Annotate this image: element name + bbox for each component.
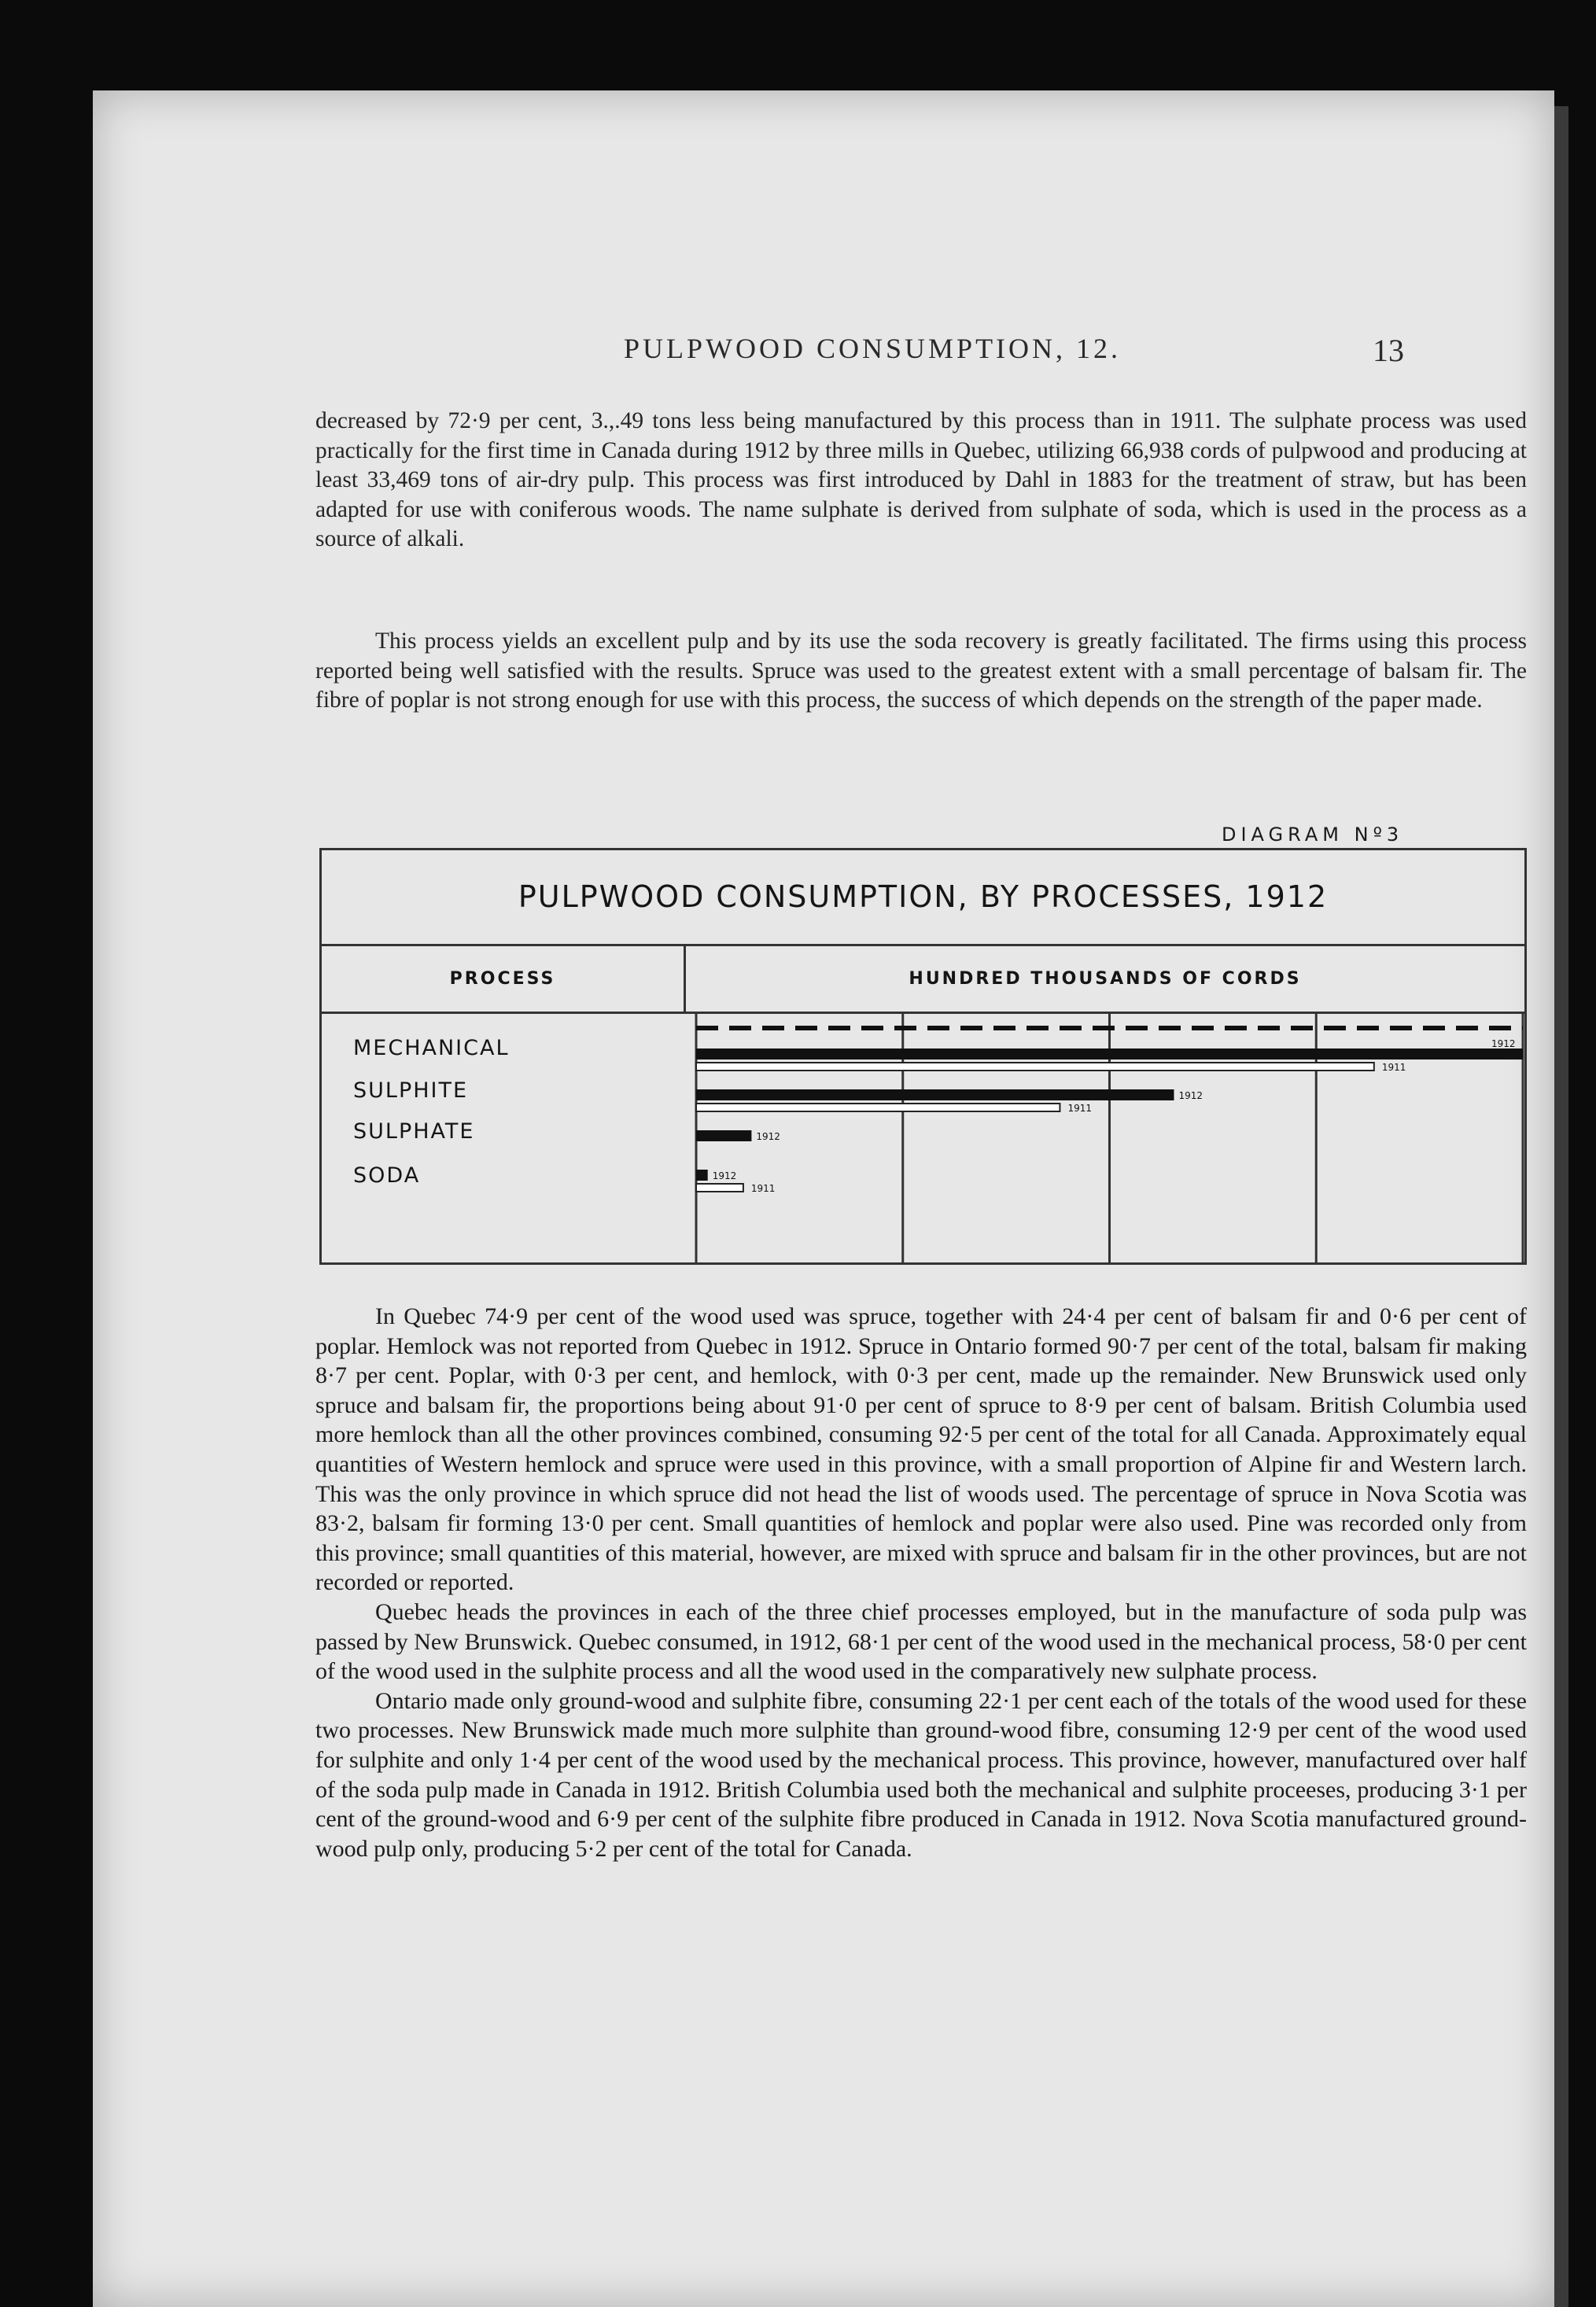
bar-label-1912-mechanical: 1912 (1491, 1038, 1516, 1049)
bar-label-1912-soda: 1912 (712, 1170, 737, 1181)
paragraph-text: decreased by 72·9 per cent, 3.,.49 tons less being manufactured by this process than in 1911. The sulphate process was used practically for the first time in Canada during 1912 by three mills in Quebec, utilizing 66,938 cords of pulpwood and producing at least 33,469 tons of air-dry pulp. This process was first introduced by Dahl in 1883 for the treatment of straw, but has been adapted for use with coniferous woods. The name sulphate is derived from sulphate of soda, which is used in the process as a source of alkali. (315, 408, 1527, 551)
category-label-mechanical: MECHANICAL (353, 1036, 510, 1060)
bar-label-1911-mechanical: 1911 (1381, 1062, 1406, 1073)
category-label-soda: SODA (353, 1163, 421, 1188)
paragraph-species: In Quebec 74·9 per cent of the wood used was spruce, together with 24·4 per cent of balsam fir and 0·6 per cent of poplar. Hemlock was not reported from Quebec in 1912. Spruce in Ontario formed 90·7 per cent of the total, balsam fir making 8·7 per cent. Poplar, with 0·3 per cent, and hemlock, with 0·3 per cent, made up the remainder. New Brunswick used only spruce and balsam fir, the proportions being about 91·0 per cent of spruce to 8·9 per cent of balsam. British Columbia used more hemlock than all the other provinces combined, consuming 92·5 per cent of the total for all Canada. Approximately equal quantities of Western hemlock and spruce were used in this province, with a small proportion of Alpine fir and Western larch. This was the only province in which spruce did not head the list of woods used. The percentage of spruce in Nova Scotia was 83·2, balsam fir forming 13·0 per cent. Small quantities of hemlock and poplar were also used. Pine was recorded only from this province; small quantities of this material, however, are mixed with spruce and balsam fir in the other provinces, but are not recorded or reported. (315, 1303, 1527, 1596)
chart-title: PULPWOOD CONSUMPTION, BY PROCESSES, 1912 (322, 850, 1524, 946)
bar-1911-sulphite (696, 1104, 1060, 1111)
bar-chart-svg (684, 1014, 1524, 1262)
bar-label-1912-sulphate: 1912 (756, 1131, 780, 1142)
bar-label-1912-sulphite: 1912 (1178, 1090, 1203, 1101)
bar-1912-mechanical (696, 1048, 1523, 1060)
bar-1911-soda (696, 1184, 743, 1192)
pulpwood-chart (319, 848, 1527, 1265)
page-number: 13 (1373, 333, 1404, 368)
x-axis-header: HUNDRED THOUSANDS OF CORDS (684, 946, 1524, 1012)
paragraph-ontario: Ontario made only ground-wood and sulphite fibre, consuming 22·1 per cent each of the totals of the wood used for these two processes. New Brunswick made much more sulphite than ground-wood fibre, consuming 12·9 per cent of the wood used for sulphite and only 1·4 per cent of the wood used by the mechanical process. This province, however, manufactured over half of the soda pulp made in Canada in 1912. British Columbia used both the mechanical and sulphite proceeses, producing 3·1 per cent of the ground-wood and 6·9 per cent of the sulphite fibre produced in Canada in 1912. Nova Scotia manufactured ground-wood pulp only, producing 5·2 per cent of the total for Canada. (315, 1687, 1527, 1862)
bar-1911-mechanical (696, 1063, 1374, 1071)
paragraph-yield (315, 627, 1527, 716)
bar-1912-soda (696, 1170, 708, 1181)
diagram-label: DIAGRAM Nº3 (1222, 824, 1404, 846)
process-column-header: PROCESS (449, 969, 556, 989)
document-page (93, 90, 1554, 2307)
paragraph-sulphate (315, 407, 1527, 555)
plot-area (322, 1014, 1524, 1262)
bar-1912-sulphate (696, 1130, 751, 1141)
body-text (315, 1302, 1527, 1863)
chart-header-row (322, 946, 1524, 1014)
bar-1912-sulphite (696, 1089, 1174, 1100)
category-label-sulphate: SULPHATE (353, 1119, 475, 1144)
paragraph-text: This process yields an excellent pulp and by its use the soda recovery is greatly facilitated. The firms using this process reported being well satisfied with the results. Spruce was used to the greatest extent with a small percentage of balsam fir. The fibre of poplar is not strong enough for use with this process, the success of which depends on the strength of the paper made. (315, 628, 1527, 713)
category-label-sulphite: SULPHITE (353, 1078, 469, 1103)
bar-label-1911-sulphite: 1911 (1067, 1103, 1092, 1114)
page-header (93, 332, 1554, 368)
paragraph-quebec: Quebec heads the provinces in each of the three chief processes employed, but in the manufacture of soda pulp was passed by New Brunswick. Quebec consumed, in 1912, 68·1 per cent of the wood used in the mechanical process, 58·0 per cent of the wood used in the sulphite process and all the wood used in the comparatively new sulphate process. (315, 1598, 1527, 1685)
bar-label-1911-soda: 1911 (750, 1183, 776, 1194)
running-head: PULPWOOD CONSUMPTION, 12. (624, 333, 1122, 364)
page-edge-shadow (1554, 106, 1568, 2307)
